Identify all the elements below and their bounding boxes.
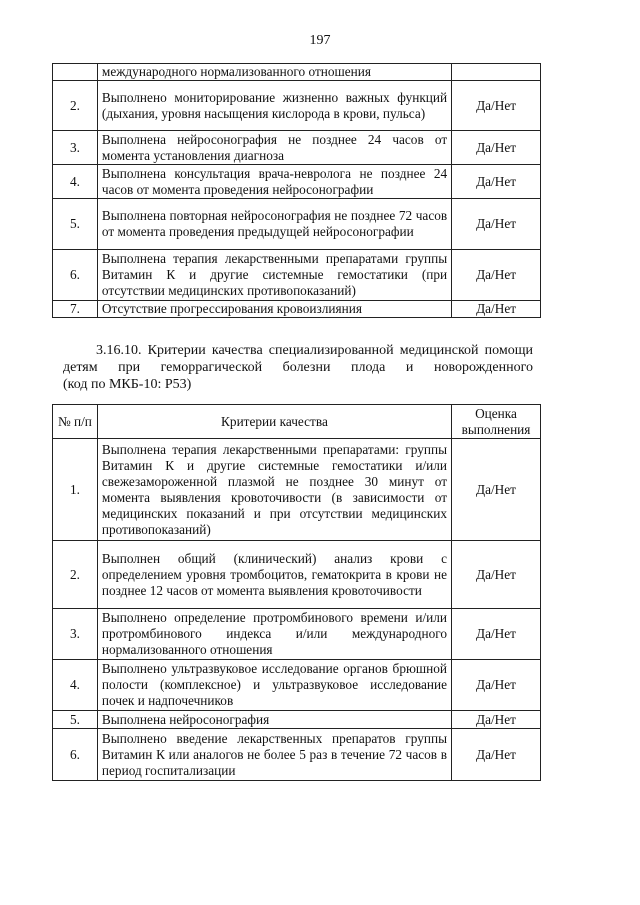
row-number: 6. <box>53 729 98 781</box>
row-number: 5. <box>53 711 98 729</box>
table-row <box>53 301 541 318</box>
row-number: 4. <box>53 660 98 711</box>
evaluation-value: Да/Нет <box>452 199 541 250</box>
row-number: 7. <box>53 301 98 318</box>
evaluation-value: Да/Нет <box>452 439 541 541</box>
quality-criteria-table <box>52 404 541 781</box>
table-row <box>53 131 541 165</box>
section-heading-line: (код по МКБ-10: P53) <box>63 377 192 392</box>
column-header-evaluation: Оценка выполнения <box>452 405 541 439</box>
column-header-number: № п/п <box>53 405 98 439</box>
criterion-text: международного нормализованного отношения <box>97 64 451 81</box>
page-number: 197 <box>309 33 331 48</box>
row-number: 4. <box>53 165 98 199</box>
evaluation-value: Да/Нет <box>452 541 541 609</box>
row-number: 1. <box>53 439 98 541</box>
table-row <box>53 660 541 711</box>
evaluation-value: Да/Нет <box>452 711 541 729</box>
criterion-text: Выполнено ультразвуковое исследование органов брюшной полости (комплексное) и ультразвуковое исследование почек и надпочечников <box>97 660 451 711</box>
criterion-text: Отсутствие прогрессирования кровоизлияния <box>97 301 451 318</box>
criteria-table-continued <box>52 63 541 318</box>
evaluation-value: Да/Нет <box>452 609 541 660</box>
row-number: 6. <box>53 250 98 301</box>
criterion-text: Выполнена терапия лекарственными препаратами: группы Витамин К и другие системные гемостатики и/или свежезамороженной плазмой не позднее 30 минут от момента выявления кровоточивости (в зависимости от медицинских показаний и при отсутствии медицинских противопоказаний) <box>97 439 451 541</box>
table-row <box>53 729 541 781</box>
table-row <box>53 199 541 250</box>
criterion-text: Выполнено мониторирование жизненно важных функций (дыхания, уровня насыщения кислорода в крови, пульса) <box>97 81 451 131</box>
table-header-row <box>53 405 541 439</box>
criterion-text: Выполнена нейросонография <box>97 711 451 729</box>
criterion-text: Выполнена повторная нейросонография не позднее 72 часов от момента проведения предыдущей нейросонографии <box>97 199 451 250</box>
section-heading-line: 3.16.10. Критерии качества специализированной медицинской помощи <box>96 343 533 358</box>
evaluation-value <box>452 64 541 81</box>
table-row <box>53 165 541 199</box>
evaluation-value: Да/Нет <box>452 660 541 711</box>
evaluation-value: Да/Нет <box>452 729 541 781</box>
table-row <box>53 439 541 541</box>
criterion-text: Выполнено определение протромбинового времени и/или протромбинового индекса и/или международного нормализованного отношения <box>97 609 451 660</box>
table-row <box>53 64 541 81</box>
evaluation-value: Да/Нет <box>452 165 541 199</box>
evaluation-value: Да/Нет <box>452 250 541 301</box>
row-number: 3. <box>53 609 98 660</box>
criterion-text: Выполнено введение лекарственных препаратов группы Витамин К или аналогов не более 5 раз в течение 72 часов в период госпитализации <box>97 729 451 781</box>
table-row <box>53 609 541 660</box>
evaluation-value: Да/Нет <box>452 301 541 318</box>
row-number: 2. <box>53 81 98 131</box>
table-row <box>53 541 541 609</box>
criterion-text: Выполнена нейросонография не позднее 24 часов от момента установления диагноза <box>97 131 451 165</box>
criterion-text: Выполнена консультация врача-невролога не позднее 24 часов от момента проведения нейросонографии <box>97 165 451 199</box>
evaluation-value: Да/Нет <box>452 131 541 165</box>
row-number: 3. <box>53 131 98 165</box>
criterion-text: Выполнен общий (клинический) анализ крови с определением уровня тромбоцитов, гематокрита в крови не позднее 12 часов от момента выявления кровоточивости <box>97 541 451 609</box>
row-number: 5. <box>53 199 98 250</box>
evaluation-value: Да/Нет <box>452 81 541 131</box>
table-row <box>53 250 541 301</box>
table-row <box>53 711 541 729</box>
row-number <box>53 64 98 81</box>
section-heading <box>63 342 533 393</box>
column-header-criterion: Критерии качества <box>97 405 451 439</box>
section-heading-line: детям при геморрагической болезни плода и новорожденного <box>63 360 533 375</box>
criterion-text: Выполнена терапия лекарственными препаратами группы Витамин К и другие системные гемостатики (при отсутствии медицинских противопоказаний) <box>97 250 451 301</box>
row-number: 2. <box>53 541 98 609</box>
table-row <box>53 81 541 131</box>
